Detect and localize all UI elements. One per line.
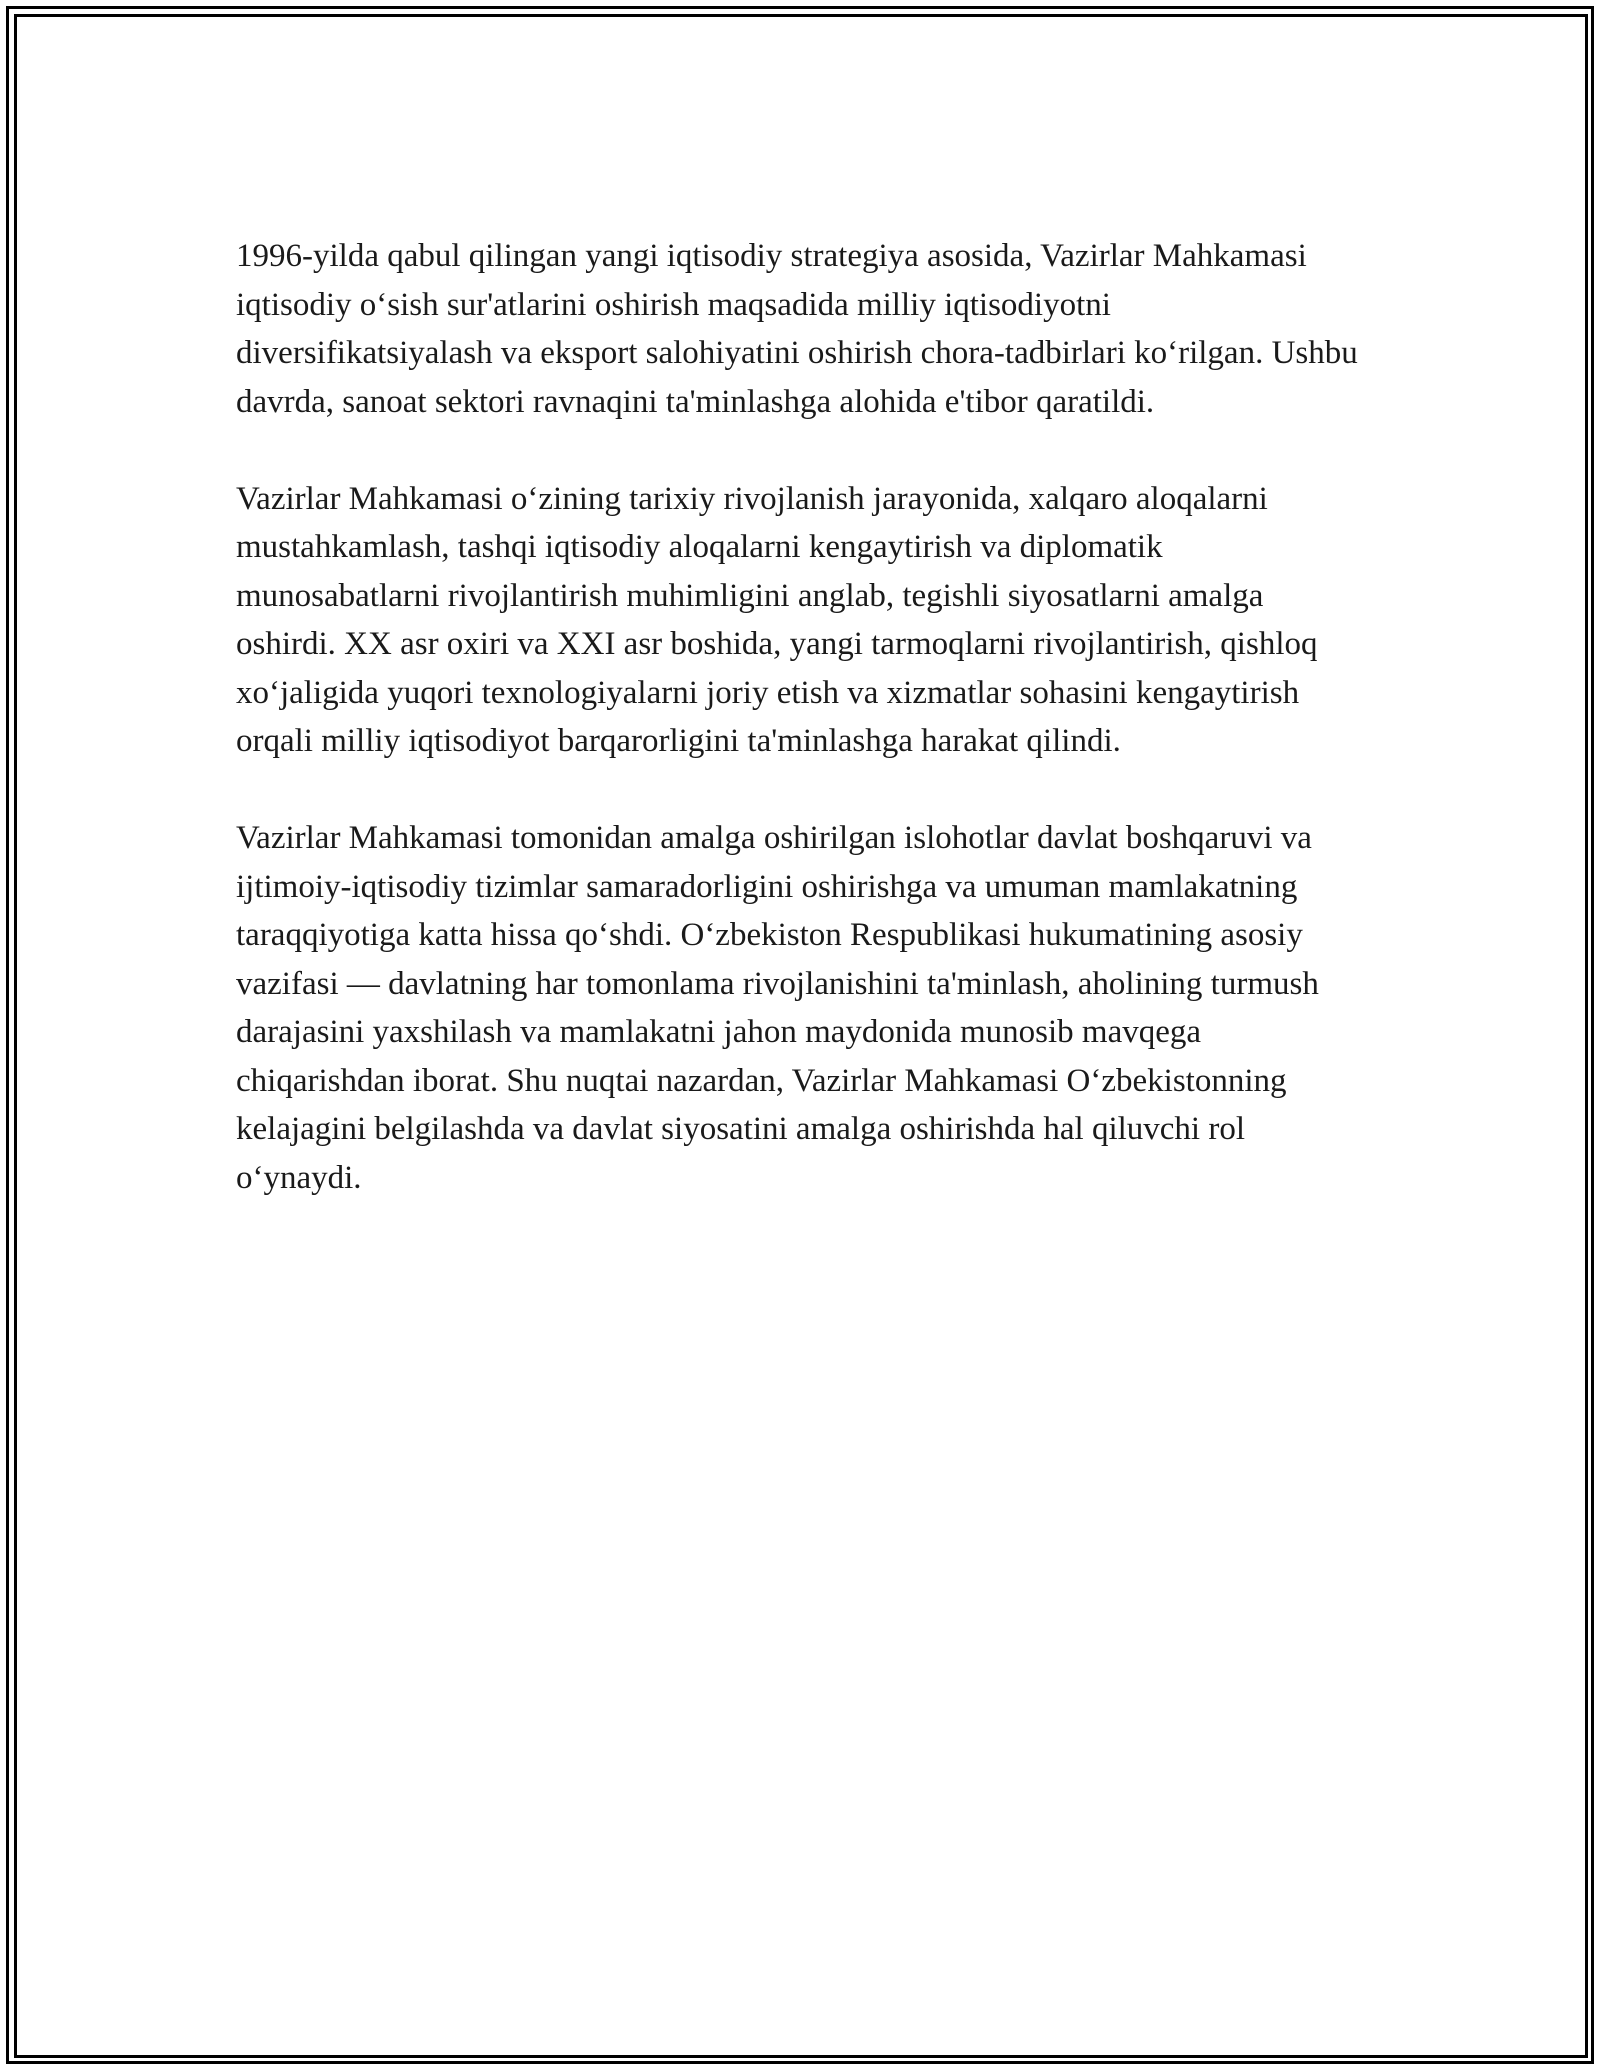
paragraph-2: Vazirlar Mahkamasi o‘zining tarixiy rivojlanish jarayonida, xalqaro aloqalarni mustahkamlash, tashqi iqtisodiy aloqalarni kengaytirish va diplomatik munosabatlarni rivojlantirish muhimligini anglab, tegishli siyosatlarni amalga oshirdi. XX asr oxiri va XXI asr boshida, yangi tarmoqlarni rivojlantirish, qishloq xo‘jaligida yuqori texnologiyalarni joriy etish va xizmatlar sohasini kengaytirish orqali milliy iqtisodiyot barqarorligini ta'minlashga harakat qilindi. [236,480,1318,759]
document-body [236,232,1366,1251]
paragraph-3: Vazirlar Mahkamasi tomonidan amalga oshirilgan islohotlar davlat boshqaruvi va ijtimoiy-iqtisodiy tizimlar samaradorligini oshirishga va umuman mamlakatning taraqqiyotiga katta hissa qo‘shdi. O‘zbekiston Respublikasi hukumatining asosiy vazifasi — davlatning har tomonlama rivojlanishini ta'minlash, aholining turmush darajasini yaxshilash va mamlakatni jahon maydonida munosib mavqega chiqarishdan iborat. Shu nuqtai nazardan, Vazirlar Mahkamasi O‘zbekistonning kelajagini belgilashda va davlat siyosatini amalga oshirishda hal qiluvchi rol o‘ynaydi. [236,820,1319,1196]
paragraph-1: 1996-yilda qabul qilingan yangi iqtisodiy strategiya asosida, Vazirlar Mahkamasi iqtisodiy o‘sish sur'atlarini oshirish maqsadida milliy iqtisodiyotni diversifikatsiyalash va eksport salohiyatini oshirish chora-tadbirlari ko‘rilgan. Ushbu davrda, sanoat sektori ravnaqini ta'minlashga alohida e'tibor qaratildi. [236,238,1358,420]
